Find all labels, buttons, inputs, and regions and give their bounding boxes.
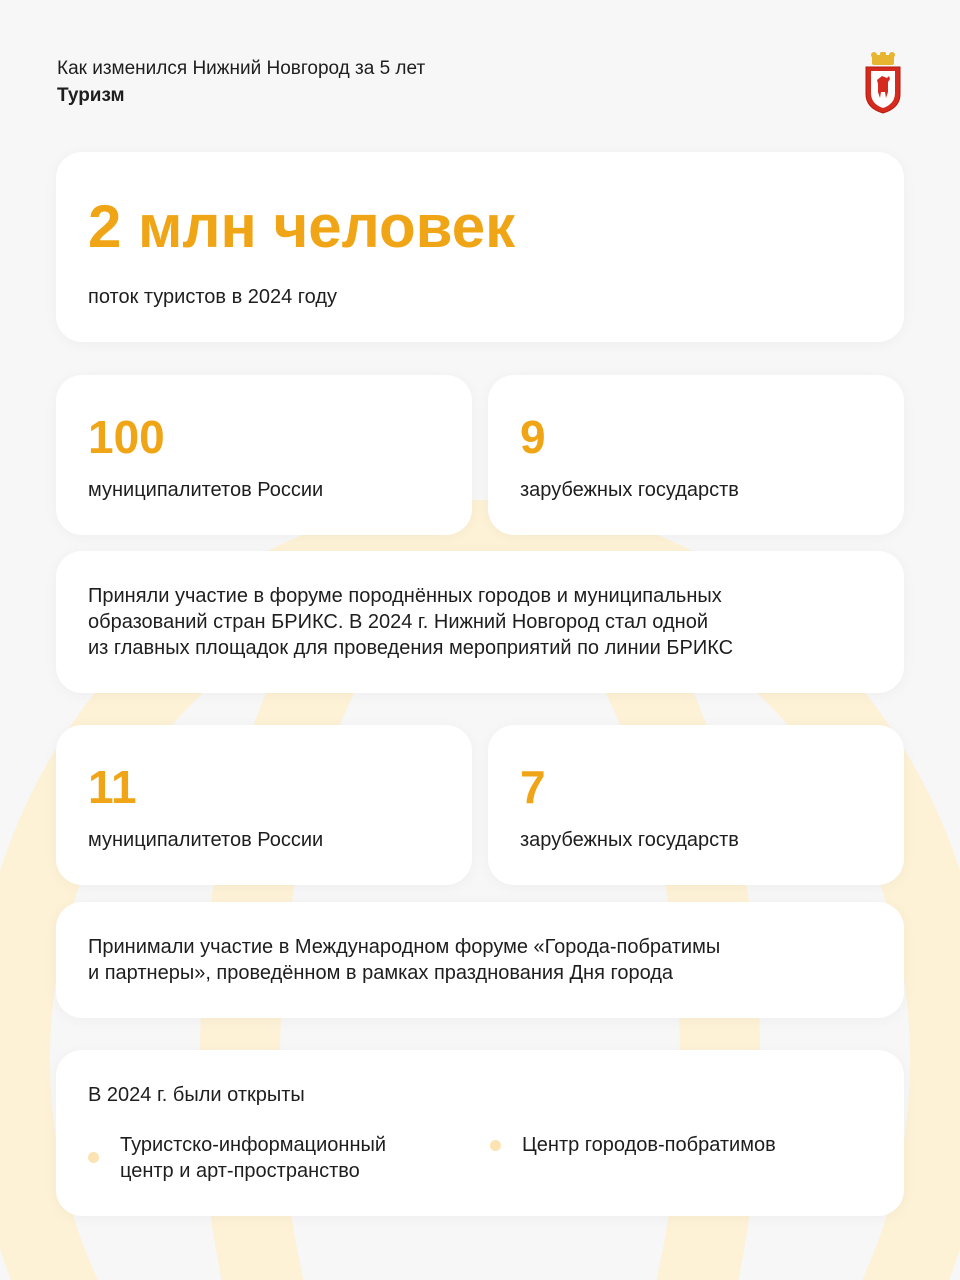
list-item-line: центр и арт-пространство bbox=[120, 1160, 360, 1182]
list-item-line: Туристско-информационный bbox=[120, 1134, 387, 1156]
brics-municipalities-caption: муниципалитетов России bbox=[88, 479, 324, 501]
twin-municipalities-caption: муниципалитетов России bbox=[88, 829, 324, 851]
brics-description-line: из главных площадок для проведения мероприятий по линии БРИКС bbox=[88, 637, 734, 659]
bullet-dot-icon bbox=[490, 1140, 501, 1151]
brics-description-card bbox=[56, 551, 904, 693]
twin-description-line: Принимали участие в Международном форуме «Города-побратимы bbox=[88, 936, 721, 958]
page-title: Туризм bbox=[57, 85, 125, 106]
header bbox=[57, 56, 425, 110]
twin-countries-value: 7 bbox=[520, 761, 546, 813]
twin-description-line: и партнеры», проведённом в рамках празднования Дня города bbox=[88, 962, 674, 984]
brics-municipalities-value: 100 bbox=[88, 411, 165, 463]
brics-countries-value: 9 bbox=[520, 411, 546, 463]
opened-title: В 2024 г. были открыты bbox=[88, 1084, 305, 1106]
list-item bbox=[522, 1132, 776, 1158]
twin-description-card bbox=[56, 902, 904, 1018]
twin-municipalities-card bbox=[56, 725, 472, 885]
opened-card bbox=[56, 1050, 904, 1216]
twin-countries-card bbox=[488, 725, 904, 885]
brics-countries-card bbox=[488, 375, 904, 535]
brics-municipalities-card bbox=[56, 375, 472, 535]
twin-municipalities-value: 11 bbox=[88, 761, 137, 813]
bullet-dot-icon bbox=[88, 1152, 99, 1163]
brics-description bbox=[88, 583, 733, 661]
tourists-card bbox=[56, 152, 904, 342]
brics-description-line: Приняли участие в форуме породнённых городов и муниципальных bbox=[88, 585, 722, 607]
brics-countries-caption: зарубежных государств bbox=[520, 479, 739, 501]
tourists-caption: поток туристов в 2024 году bbox=[88, 286, 338, 308]
list-item bbox=[120, 1132, 386, 1184]
city-crest-icon bbox=[860, 52, 906, 114]
twin-description bbox=[88, 934, 720, 986]
list-item-line: Центр городов-побратимов bbox=[522, 1134, 776, 1156]
page-subtitle: Как изменился Нижний Новгород за 5 лет bbox=[57, 58, 426, 79]
tourists-value: 2 млн человек bbox=[88, 193, 516, 260]
twin-countries-caption: зарубежных государств bbox=[520, 829, 739, 851]
brics-description-line: образований стран БРИКС. В 2024 г. Нижний Новгород стал одной bbox=[88, 611, 708, 633]
